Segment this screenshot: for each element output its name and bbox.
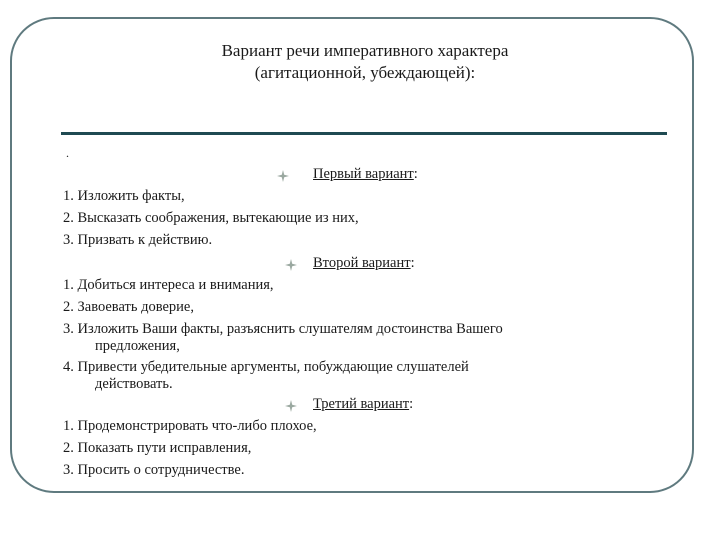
list-item: 1. Продемонстрировать что-либо плохое, xyxy=(63,418,317,434)
variant-2-heading xyxy=(313,255,415,272)
variant-1-label: Первый вариант xyxy=(313,166,414,182)
list-item-continuation: действовать. xyxy=(95,376,173,392)
list-item: 3. Просить о сотрудничестве. xyxy=(63,462,245,478)
list-item: 3. Призвать к действию. xyxy=(63,232,213,248)
variant-3-label: Третий вариант xyxy=(313,396,410,412)
variant-2-label: Второй вариант xyxy=(313,255,411,271)
list-item: 4. Привести убедительные аргументы, побуждающие слушателей xyxy=(63,359,469,375)
marker-dot: . xyxy=(66,146,69,160)
four-petal-diamond-icon xyxy=(285,259,297,271)
variant-1-heading xyxy=(313,166,418,183)
list-item: 3. Изложить Ваши факты, разъяснить слушателям достоинства Вашего xyxy=(63,321,503,337)
list-item-continuation: предложения, xyxy=(95,338,180,354)
four-petal-diamond-icon xyxy=(277,170,289,182)
title-line-2: (агитационной, убеждающей): xyxy=(254,63,476,82)
variant-3-heading xyxy=(313,396,413,413)
list-item: 1. Изложить факты, xyxy=(63,188,185,204)
four-petal-diamond-icon xyxy=(285,400,297,412)
list-item: 2. Показать пути исправления, xyxy=(63,440,252,456)
title-line-1: Вариант речи императивного характера xyxy=(221,41,509,60)
variant-2-colon: : xyxy=(410,255,415,271)
variant-3-colon: : xyxy=(409,396,414,412)
list-item: 2. Завоевать доверие, xyxy=(63,299,194,315)
list-item: 2. Высказать соображения, вытекающие из них, xyxy=(63,210,359,226)
list-item: 1. Добиться интереса и внимания, xyxy=(63,277,274,293)
variant-1-colon: : xyxy=(413,166,418,182)
